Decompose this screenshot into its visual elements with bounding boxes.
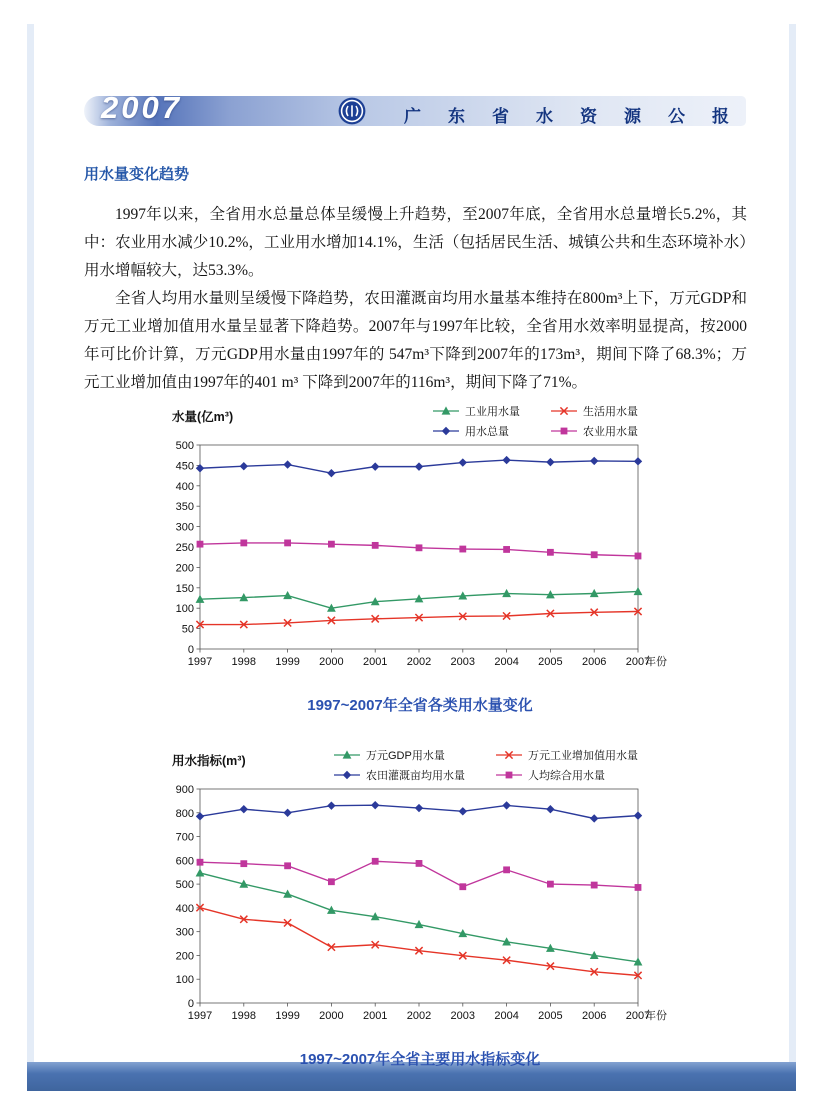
svg-text:1999: 1999 <box>275 1010 300 1022</box>
paragraph-2: 全省人均用水量则呈缓慢下降趋势，农田灌溉亩均用水量基本维持在800m³上下，万元GDP和万元工业增加值用水量呈显著下降趋势。2007年与1997年比较，全省用水效率明显提高，按2000年可比价计算，万元GDP用水量由1997年的 547m³下降到2007年的173m³，期间下降了68.3%；万元工业增加值由1997年的401 m³ 下降到2007年的116m³，期间下降了71%。 <box>84 290 747 391</box>
legend-marker-icon <box>333 750 361 760</box>
svg-text:年份: 年份 <box>645 1010 667 1022</box>
svg-text:年份: 年份 <box>645 656 667 668</box>
legend-item <box>495 767 638 783</box>
chart-water-indicator-block <box>158 747 682 1069</box>
legend-marker-icon <box>550 406 578 416</box>
legend-marker-icon <box>333 770 361 780</box>
svg-text:2004: 2004 <box>494 656 519 668</box>
svg-text:1997: 1997 <box>187 1010 213 1022</box>
svg-text:200: 200 <box>175 950 194 963</box>
chart1-canvas <box>158 439 682 684</box>
legend-label: 农田灌溉亩均用水量 <box>366 770 465 782</box>
chart-canvas-svg <box>158 439 678 679</box>
svg-text:2004: 2004 <box>494 1010 519 1022</box>
svg-text:900: 900 <box>175 784 194 796</box>
paragraph-1: 1997年以来，全省用水总量总体呈缓慢上升趋势，至2007年底，全省用水总量增长5.2%，其中：农业用水减少10.2%，工业用水增加14.1%，生活（包括居民生活、城镇公共和生态环境补水）用水增幅较大，达53.3%。 <box>84 206 747 279</box>
page-right-border <box>789 24 796 1062</box>
svg-text:250: 250 <box>175 542 194 554</box>
svg-text:1997: 1997 <box>187 656 213 668</box>
chart2-legend <box>333 747 638 783</box>
svg-text:500: 500 <box>175 879 194 892</box>
legend-marker-icon <box>550 426 578 436</box>
svg-text:350: 350 <box>175 501 194 514</box>
legend-label: 人均综合用水量 <box>528 770 605 782</box>
legend-label: 生活用水量 <box>583 406 638 418</box>
svg-text:2005: 2005 <box>538 656 563 668</box>
legend-item <box>432 403 520 419</box>
svg-text:2001: 2001 <box>362 1010 388 1022</box>
svg-text:0: 0 <box>187 998 194 1010</box>
svg-text:50: 50 <box>181 623 194 636</box>
svg-text:1999: 1999 <box>275 656 300 668</box>
svg-text:200: 200 <box>175 562 194 575</box>
chart2-y-axis-label: 用水指标(m³) <box>172 754 246 768</box>
body-text <box>84 163 747 397</box>
svg-text:0: 0 <box>187 644 194 656</box>
svg-text:500: 500 <box>175 440 194 452</box>
section-heading: 用水量变化趋势 <box>84 166 190 183</box>
legend-item <box>550 403 638 419</box>
svg-text:2002: 2002 <box>406 656 432 668</box>
legend-label: 农业用水量 <box>583 426 638 438</box>
svg-text:450: 450 <box>175 460 194 473</box>
chart1-header <box>158 403 682 439</box>
banner-year: 2007 <box>101 90 182 125</box>
svg-text:150: 150 <box>175 582 194 595</box>
svg-text:2006: 2006 <box>581 656 607 668</box>
water-bulletin-logo-icon <box>338 97 366 125</box>
svg-text:2007: 2007 <box>625 1010 651 1022</box>
chart2-header <box>158 747 682 783</box>
legend-marker-icon <box>432 406 460 416</box>
legend-label: 万元GDP用水量 <box>366 750 445 762</box>
chart-water-volume-block <box>158 403 682 715</box>
chart1-y-axis-label: 水量(亿m³) <box>172 410 234 424</box>
svg-text:400: 400 <box>175 480 194 493</box>
svg-text:300: 300 <box>175 521 194 534</box>
svg-text:700: 700 <box>175 831 194 844</box>
page-header-banner <box>84 90 756 129</box>
svg-text:2005: 2005 <box>538 1010 563 1022</box>
svg-text:2003: 2003 <box>450 656 476 668</box>
legend-item <box>432 423 520 439</box>
svg-text:2006: 2006 <box>581 1010 607 1022</box>
svg-text:600: 600 <box>175 855 194 868</box>
legend-marker-icon <box>432 426 460 436</box>
legend-marker-icon <box>495 750 523 760</box>
page-left-border <box>27 24 34 1062</box>
svg-text:2000: 2000 <box>319 656 344 668</box>
chart1-title: 1997~2007年全省各类用水量变化 <box>307 697 533 714</box>
svg-text:800: 800 <box>175 807 194 820</box>
legend-label: 用水总量 <box>465 426 509 438</box>
svg-text:300: 300 <box>175 926 194 939</box>
svg-text:2007: 2007 <box>625 656 651 668</box>
svg-text:2003: 2003 <box>450 1010 476 1022</box>
legend-marker-icon <box>495 770 523 780</box>
svg-text:2000: 2000 <box>319 1010 344 1022</box>
chart2-canvas <box>158 783 682 1038</box>
chart1-legend <box>432 403 638 439</box>
chart2-title: 1997~2007年全省主要用水指标变化 <box>299 1051 541 1068</box>
legend-item <box>495 747 638 763</box>
svg-text:2002: 2002 <box>406 1010 432 1022</box>
svg-text:100: 100 <box>175 603 194 616</box>
svg-text:2001: 2001 <box>362 656 388 668</box>
chart-canvas-svg <box>158 783 678 1033</box>
svg-text:1998: 1998 <box>231 1010 257 1022</box>
svg-text:1998: 1998 <box>231 656 257 668</box>
banner-title: 广东省水资源公报 <box>404 107 756 126</box>
legend-item <box>333 747 465 763</box>
svg-text:100: 100 <box>175 974 194 987</box>
legend-label: 万元工业增加值用水量 <box>528 750 638 762</box>
legend-item <box>333 767 465 783</box>
svg-text:400: 400 <box>175 902 194 915</box>
legend-item <box>550 423 638 439</box>
legend-label: 工业用水量 <box>465 406 520 418</box>
